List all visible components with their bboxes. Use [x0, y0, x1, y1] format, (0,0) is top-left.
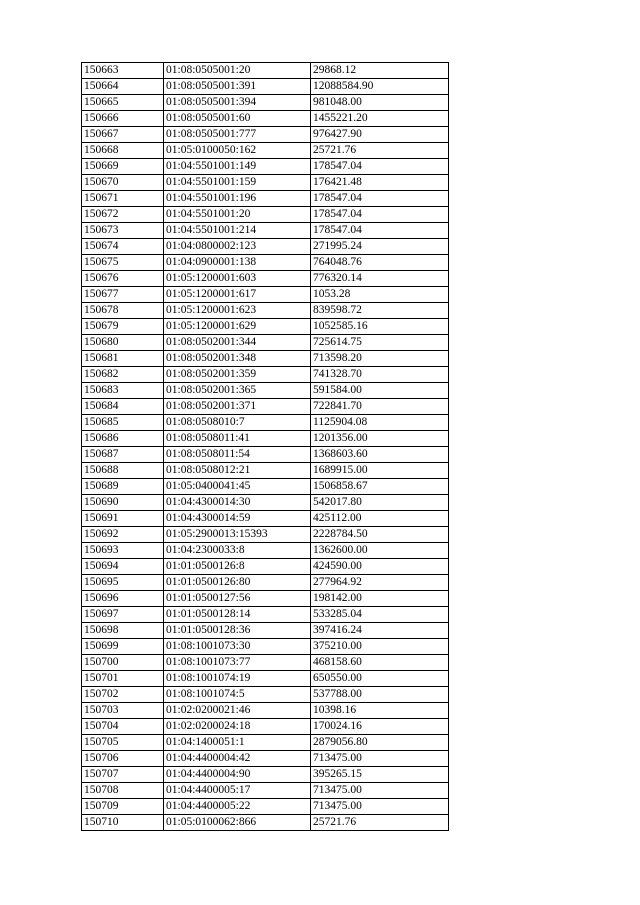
table-row — [82, 175, 449, 191]
row-id-cell: 150679 — [82, 319, 164, 335]
table-row — [82, 447, 449, 463]
cadastral-number-cell: 01:08:0502001:359 — [164, 367, 311, 383]
amount-cell: 1506858.67 — [311, 479, 449, 495]
row-id-cell: 150684 — [82, 399, 164, 415]
table-row — [82, 159, 449, 175]
row-id-cell: 150702 — [82, 687, 164, 703]
amount-cell: 178547.04 — [311, 223, 449, 239]
row-id-cell: 150707 — [82, 767, 164, 783]
table-row — [82, 623, 449, 639]
amount-cell: 395265.15 — [311, 767, 449, 783]
cadastral-number-cell: 01:08:0505001:391 — [164, 79, 311, 95]
amount-cell: 839598.72 — [311, 303, 449, 319]
amount-cell: 713475.00 — [311, 783, 449, 799]
row-id-cell: 150698 — [82, 623, 164, 639]
table-row — [82, 431, 449, 447]
amount-cell: 1689915.00 — [311, 463, 449, 479]
cadastral-number-cell: 01:01:0500127:56 — [164, 591, 311, 607]
row-id-cell: 150663 — [82, 63, 164, 79]
cadastral-number-cell: 01:02:0200021:46 — [164, 703, 311, 719]
table-row — [82, 143, 449, 159]
cadastral-number-cell: 01:05:1200001:617 — [164, 287, 311, 303]
table-row — [82, 719, 449, 735]
row-id-cell: 150664 — [82, 79, 164, 95]
cadastral-number-cell: 01:04:0900001:138 — [164, 255, 311, 271]
cadastral-number-cell: 01:08:1001073:77 — [164, 655, 311, 671]
cadastral-number-cell: 01:04:4400004:90 — [164, 767, 311, 783]
row-id-cell: 150694 — [82, 559, 164, 575]
amount-cell: 981048.00 — [311, 95, 449, 111]
table-row — [82, 223, 449, 239]
cadastral-number-cell: 01:05:2900013:15393 — [164, 527, 311, 543]
cadastral-number-cell: 01:08:1001074:5 — [164, 687, 311, 703]
table-row — [82, 575, 449, 591]
amount-cell: 2879056.80 — [311, 735, 449, 751]
amount-cell: 425112.00 — [311, 511, 449, 527]
table-row — [82, 527, 449, 543]
amount-cell: 277964.92 — [311, 575, 449, 591]
cadastral-number-cell: 01:08:0508012:21 — [164, 463, 311, 479]
cadastral-number-cell: 01:05:0100050:162 — [164, 143, 311, 159]
amount-cell: 542017.80 — [311, 495, 449, 511]
cadastral-number-cell: 01:04:5501001:149 — [164, 159, 311, 175]
amount-cell: 1368603.60 — [311, 447, 449, 463]
table-row — [82, 479, 449, 495]
table-row — [82, 79, 449, 95]
table-row — [82, 207, 449, 223]
cadastral-number-cell: 01:04:4300014:30 — [164, 495, 311, 511]
row-id-cell: 150706 — [82, 751, 164, 767]
row-id-cell: 150688 — [82, 463, 164, 479]
table-row — [82, 255, 449, 271]
cadastral-number-cell: 01:08:0502001:348 — [164, 351, 311, 367]
amount-cell: 468158.60 — [311, 655, 449, 671]
row-id-cell: 150710 — [82, 815, 164, 831]
table-row — [82, 319, 449, 335]
amount-cell: 533285.04 — [311, 607, 449, 623]
row-id-cell: 150665 — [82, 95, 164, 111]
amount-cell: 764048.76 — [311, 255, 449, 271]
cadastral-number-cell: 01:04:4400005:22 — [164, 799, 311, 815]
cadastral-number-cell: 01:04:1400051:1 — [164, 735, 311, 751]
cadastral-number-cell: 01:05:0400041:45 — [164, 479, 311, 495]
row-id-cell: 150703 — [82, 703, 164, 719]
amount-cell: 271995.24 — [311, 239, 449, 255]
amount-cell: 1455221.20 — [311, 111, 449, 127]
cadastral-number-cell: 01:04:5501001:159 — [164, 175, 311, 191]
table-row — [82, 639, 449, 655]
table-row — [82, 655, 449, 671]
table-row — [82, 767, 449, 783]
amount-cell: 170024.16 — [311, 719, 449, 735]
table-row — [82, 287, 449, 303]
cadastral-number-cell: 01:01:0500126:8 — [164, 559, 311, 575]
row-id-cell: 150671 — [82, 191, 164, 207]
amount-cell: 178547.04 — [311, 207, 449, 223]
row-id-cell: 150682 — [82, 367, 164, 383]
amount-cell: 1125904.08 — [311, 415, 449, 431]
amount-cell: 25721.76 — [311, 815, 449, 831]
row-id-cell: 150683 — [82, 383, 164, 399]
cadastral-number-cell: 01:04:0800002:123 — [164, 239, 311, 255]
row-id-cell: 150681 — [82, 351, 164, 367]
row-id-cell: 150667 — [82, 127, 164, 143]
cadastral-number-cell: 01:04:5501001:196 — [164, 191, 311, 207]
amount-cell: 1201356.00 — [311, 431, 449, 447]
row-id-cell: 150704 — [82, 719, 164, 735]
row-id-cell: 150692 — [82, 527, 164, 543]
cadastral-number-cell: 01:08:0502001:371 — [164, 399, 311, 415]
row-id-cell: 150697 — [82, 607, 164, 623]
table-row — [82, 239, 449, 255]
amount-cell: 178547.04 — [311, 159, 449, 175]
table-row — [82, 783, 449, 799]
row-id-cell: 150678 — [82, 303, 164, 319]
amount-cell: 1052585.16 — [311, 319, 449, 335]
row-id-cell: 150689 — [82, 479, 164, 495]
table-row — [82, 607, 449, 623]
cadastral-number-cell: 01:04:4400005:17 — [164, 783, 311, 799]
row-id-cell: 150700 — [82, 655, 164, 671]
cadastral-number-cell: 01:08:0505001:394 — [164, 95, 311, 111]
row-id-cell: 150668 — [82, 143, 164, 159]
row-id-cell: 150687 — [82, 447, 164, 463]
amount-cell: 722841.70 — [311, 399, 449, 415]
table-row — [82, 127, 449, 143]
table-row — [82, 751, 449, 767]
row-id-cell: 150685 — [82, 415, 164, 431]
amount-cell: 2228784.50 — [311, 527, 449, 543]
row-id-cell: 150708 — [82, 783, 164, 799]
row-id-cell: 150674 — [82, 239, 164, 255]
row-id-cell: 150669 — [82, 159, 164, 175]
cadastral-number-cell: 01:08:0502001:365 — [164, 383, 311, 399]
cadastral-number-cell: 01:02:0200024:18 — [164, 719, 311, 735]
cadastral-number-cell: 01:04:5501001:20 — [164, 207, 311, 223]
row-id-cell: 150673 — [82, 223, 164, 239]
cadastral-number-cell: 01:08:0505001:60 — [164, 111, 311, 127]
amount-cell: 537788.00 — [311, 687, 449, 703]
table-row — [82, 559, 449, 575]
amount-cell: 725614.75 — [311, 335, 449, 351]
amount-cell: 198142.00 — [311, 591, 449, 607]
cadastral-number-cell: 01:08:1001074:19 — [164, 671, 311, 687]
table-row — [82, 735, 449, 751]
amount-cell: 741328.70 — [311, 367, 449, 383]
amount-cell: 650550.00 — [311, 671, 449, 687]
amount-cell: 178547.04 — [311, 191, 449, 207]
amount-cell: 976427.90 — [311, 127, 449, 143]
table-row — [82, 543, 449, 559]
table-row — [82, 511, 449, 527]
cadastral-number-cell: 01:01:0500128:14 — [164, 607, 311, 623]
amount-cell: 424590.00 — [311, 559, 449, 575]
cadastral-number-cell: 01:08:0508011:54 — [164, 447, 311, 463]
cadastral-number-cell: 01:01:0500126:80 — [164, 575, 311, 591]
table-row — [82, 687, 449, 703]
data-table — [81, 62, 449, 831]
table-row — [82, 271, 449, 287]
cadastral-number-cell: 01:08:0505001:20 — [164, 63, 311, 79]
row-id-cell: 150666 — [82, 111, 164, 127]
amount-cell: 713475.00 — [311, 751, 449, 767]
table-row — [82, 671, 449, 687]
row-id-cell: 150686 — [82, 431, 164, 447]
row-id-cell: 150691 — [82, 511, 164, 527]
amount-cell: 397416.24 — [311, 623, 449, 639]
table-row — [82, 703, 449, 719]
amount-cell: 776320.14 — [311, 271, 449, 287]
row-id-cell: 150676 — [82, 271, 164, 287]
row-id-cell: 150696 — [82, 591, 164, 607]
table-row — [82, 383, 449, 399]
table-row — [82, 495, 449, 511]
cadastral-number-cell: 01:05:0100062:866 — [164, 815, 311, 831]
cadastral-number-cell: 01:08:0508011:41 — [164, 431, 311, 447]
cadastral-number-cell: 01:08:0502001:344 — [164, 335, 311, 351]
table-row — [82, 63, 449, 79]
row-id-cell: 150677 — [82, 287, 164, 303]
amount-cell: 713475.00 — [311, 799, 449, 815]
row-id-cell: 150672 — [82, 207, 164, 223]
table-row — [82, 799, 449, 815]
cadastral-number-cell: 01:01:0500128:36 — [164, 623, 311, 639]
amount-cell: 1053.28 — [311, 287, 449, 303]
amount-cell: 1362600.00 — [311, 543, 449, 559]
cadastral-number-cell: 01:04:2300033:8 — [164, 543, 311, 559]
table-row — [82, 367, 449, 383]
row-id-cell: 150695 — [82, 575, 164, 591]
amount-cell: 12088584.90 — [311, 79, 449, 95]
row-id-cell: 150690 — [82, 495, 164, 511]
cadastral-number-cell: 01:04:5501001:214 — [164, 223, 311, 239]
cadastral-number-cell: 01:08:0508010:7 — [164, 415, 311, 431]
amount-cell: 25721.76 — [311, 143, 449, 159]
amount-cell: 176421.48 — [311, 175, 449, 191]
cadastral-number-cell: 01:08:1001073:30 — [164, 639, 311, 655]
row-id-cell: 150701 — [82, 671, 164, 687]
amount-cell: 10398.16 — [311, 703, 449, 719]
table-row — [82, 351, 449, 367]
amount-cell: 375210.00 — [311, 639, 449, 655]
row-id-cell: 150709 — [82, 799, 164, 815]
table-row — [82, 463, 449, 479]
cadastral-number-cell: 01:08:0505001:777 — [164, 127, 311, 143]
row-id-cell: 150675 — [82, 255, 164, 271]
cadastral-number-cell: 01:04:4400004:42 — [164, 751, 311, 767]
amount-cell: 713598.20 — [311, 351, 449, 367]
row-id-cell: 150670 — [82, 175, 164, 191]
table-row — [82, 303, 449, 319]
cadastral-number-cell: 01:05:1200001:629 — [164, 319, 311, 335]
row-id-cell: 150680 — [82, 335, 164, 351]
table-row — [82, 399, 449, 415]
table-body — [82, 63, 449, 831]
table-row — [82, 335, 449, 351]
table-row — [82, 191, 449, 207]
table-row — [82, 591, 449, 607]
cadastral-number-cell: 01:04:4300014:59 — [164, 511, 311, 527]
cadastral-number-cell: 01:05:1200001:603 — [164, 271, 311, 287]
amount-cell: 591584.00 — [311, 383, 449, 399]
table-row — [82, 111, 449, 127]
amount-cell: 29868.12 — [311, 63, 449, 79]
table-row — [82, 415, 449, 431]
row-id-cell: 150693 — [82, 543, 164, 559]
cadastral-number-cell: 01:05:1200001:623 — [164, 303, 311, 319]
table-row — [82, 815, 449, 831]
row-id-cell: 150705 — [82, 735, 164, 751]
row-id-cell: 150699 — [82, 639, 164, 655]
table-row — [82, 95, 449, 111]
